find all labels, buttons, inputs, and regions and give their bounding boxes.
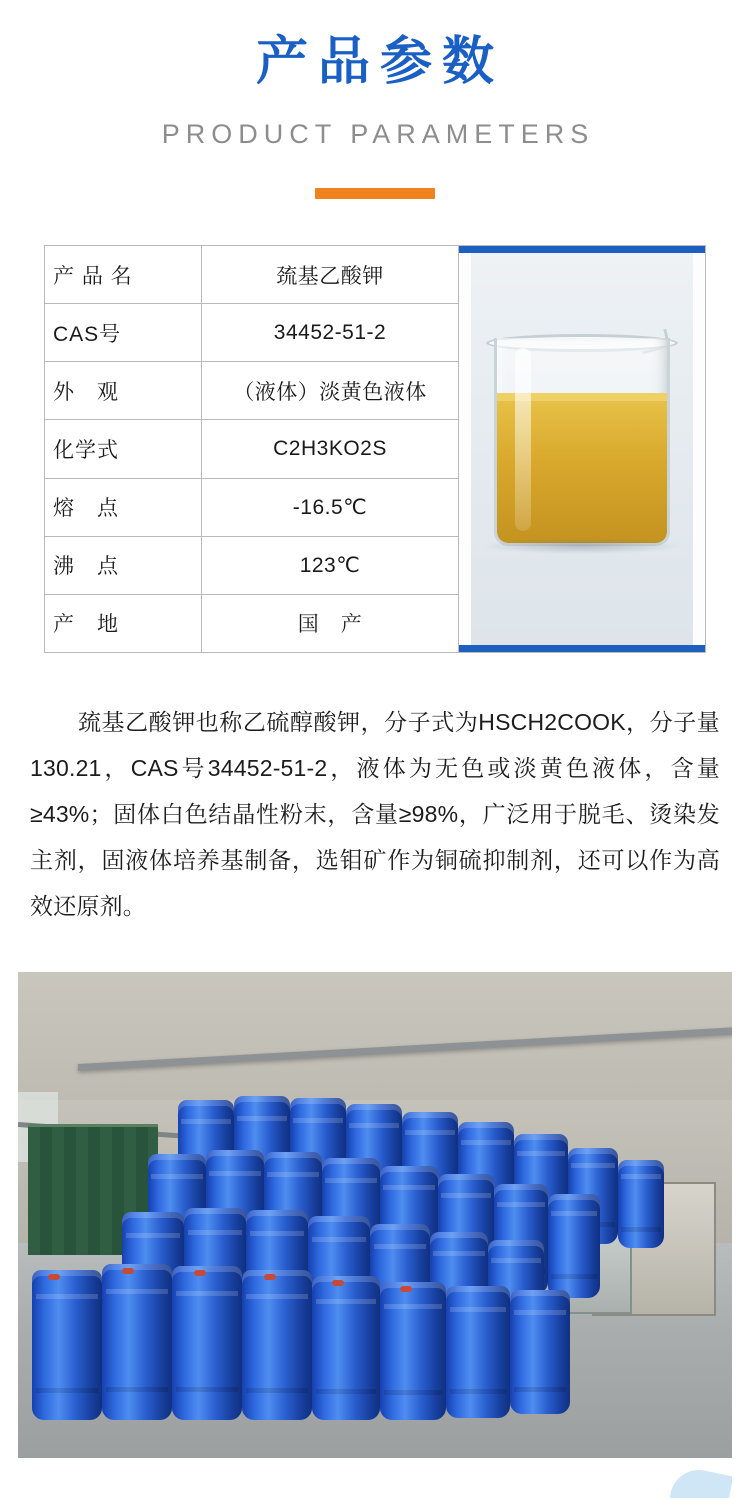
param-value: 巯基乙酸钾 <box>202 246 459 304</box>
param-label: 熔 点 <box>45 478 202 536</box>
param-value: -16.5℃ <box>202 478 459 536</box>
parameters-table <box>44 245 459 653</box>
photo-bottom-band <box>459 645 705 652</box>
drum <box>172 1266 242 1420</box>
table-row <box>45 536 459 594</box>
param-label: 沸 点 <box>45 536 202 594</box>
param-value: 123℃ <box>202 536 459 594</box>
beaker-highlight <box>515 348 531 531</box>
param-value: 34452-51-2 <box>202 304 459 362</box>
drum <box>380 1282 446 1420</box>
drum <box>242 1270 312 1420</box>
drum <box>32 1270 102 1420</box>
drum-cap <box>332 1280 344 1286</box>
photo-top-band <box>459 246 705 253</box>
param-label: CAS号 <box>45 304 202 362</box>
param-label: 产 品 名 <box>45 246 202 304</box>
table-row <box>45 362 459 420</box>
drum <box>312 1276 380 1420</box>
corner-watermark <box>666 1458 732 1498</box>
drum <box>510 1290 570 1414</box>
param-value: 国 产 <box>202 594 459 652</box>
warehouse-photo <box>18 972 732 1458</box>
drum-cap <box>48 1274 60 1280</box>
beaker-body <box>494 338 670 546</box>
drum-cap <box>122 1268 134 1274</box>
page-subtitle: PRODUCT PARAMETERS <box>161 119 595 149</box>
table-row <box>45 594 459 652</box>
product-photo <box>459 245 706 653</box>
parameters-section <box>44 245 706 653</box>
param-value: C2H3KO2S <box>202 420 459 478</box>
drum <box>548 1194 600 1298</box>
beaker-illustration <box>459 246 705 652</box>
table-row <box>45 304 459 362</box>
drum-cap <box>400 1286 412 1292</box>
page-header <box>0 0 750 199</box>
table-row <box>45 246 459 304</box>
table-row <box>45 420 459 478</box>
accent-divider <box>315 188 435 199</box>
page-title: 产品参数 <box>255 33 504 91</box>
leaf-icon <box>666 1465 732 1498</box>
table-row <box>45 478 459 536</box>
drum-cap <box>194 1270 206 1276</box>
param-value: （液体）淡黄色液体 <box>202 362 459 420</box>
product-description: 巯基乙酸钾也称乙硫醇酸钾，分子式为HSCH2COOK，分子量130.21，CAS号34452-51-2，液体为无色或淡黄色液体，含量≥43%；固体白色结晶性粉末，含量≥98%，广泛用于脱毛、烫染发主剂，固液体培养基制备，选钼矿作为铜硫抑制剂，还可以作为高效还原剂。 <box>30 709 720 919</box>
drum <box>618 1160 664 1248</box>
drum <box>446 1286 510 1418</box>
param-label: 化学式 <box>45 420 202 478</box>
param-label: 外 观 <box>45 362 202 420</box>
drum-cap <box>264 1274 276 1280</box>
drum <box>102 1264 172 1420</box>
photo-left-margin <box>459 253 471 645</box>
beaker-shadow <box>482 538 682 554</box>
param-label: 产 地 <box>45 594 202 652</box>
photo-right-margin <box>693 253 705 645</box>
